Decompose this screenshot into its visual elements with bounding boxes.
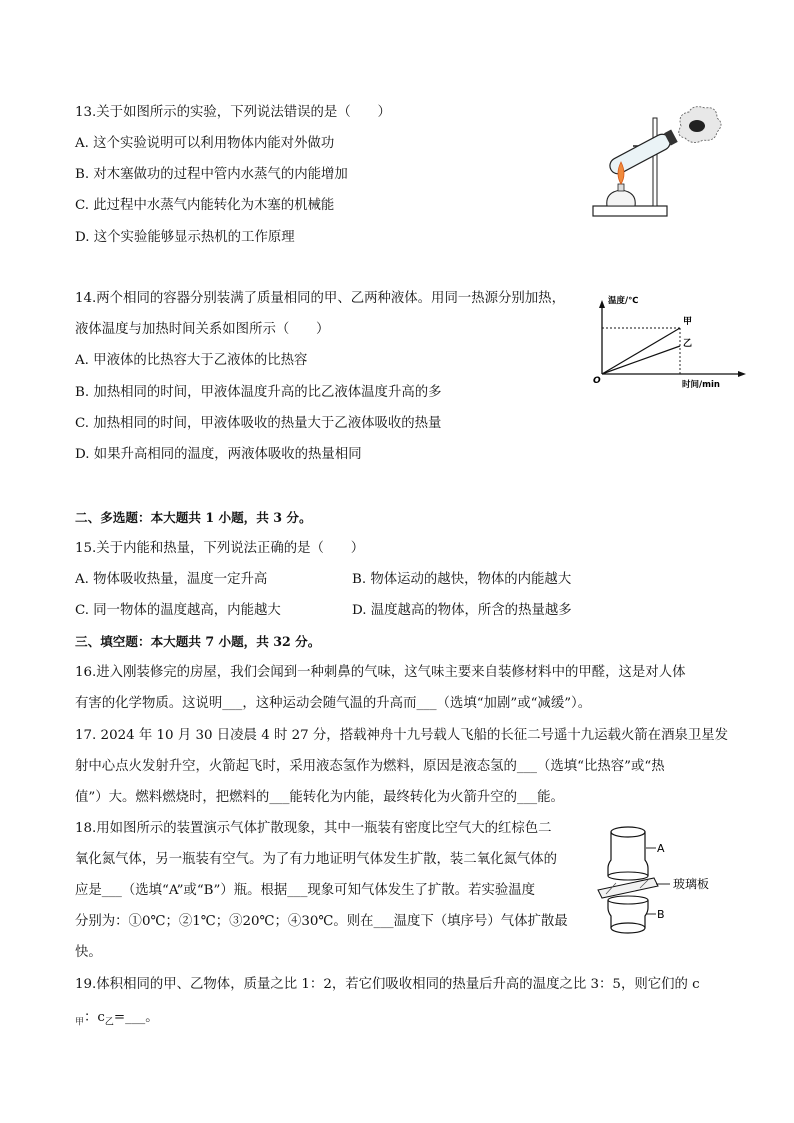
glass-plate-label: 玻璃板 bbox=[673, 877, 710, 891]
jar-a-label: A bbox=[657, 842, 665, 855]
section-3-heading: 三、填空题：本大题共 7 小题，共 32 分。 bbox=[75, 634, 321, 649]
q16-line2: 有害的化学物质。这说明___，这种运动会随气温的升高而___（选填“加剧”或“减缓”）。 bbox=[75, 696, 592, 711]
q17-line2: 射中心点火发射升空，火箭起飞时，采用液态氢作为燃料，原因是液态氢的___（选填“比热容”或“热 bbox=[75, 759, 665, 774]
q19-line2 bbox=[75, 1009, 159, 1032]
q19-line1: 19.体积相同的甲、乙物体，质量之比 1：2，若它们吸收相同的热量后升高的温度之比 3：5，则它们的 c bbox=[75, 977, 700, 992]
q13-stem: 13.关于如图所示的实验，下列说法错误的是（ ） bbox=[75, 105, 391, 120]
q18-line2: 氧化氮气体，另一瓶装有空气。为了有力地证明气体发生扩散，装二氧化氮气体的 bbox=[75, 852, 558, 867]
series-yi-line bbox=[602, 346, 680, 374]
gas-diffusion-apparatus-figure bbox=[594, 820, 729, 938]
q19-sub-yi: 乙 bbox=[104, 1017, 114, 1028]
q14-stem-line2: 液体温度与加热时间关系如图所示（ ） bbox=[75, 322, 330, 337]
temperature-time-graph bbox=[590, 290, 755, 390]
q15-option-a: A. 物体吸收热量，温度一定升高 bbox=[75, 572, 268, 587]
q14-option-c: C. 加热相同的时间，甲液体吸收的热量大于乙液体吸收的热量 bbox=[75, 416, 442, 431]
graph-origin-label: O bbox=[593, 376, 601, 386]
q13-option-b: B. 对木塞做功的过程中管内水蒸气的内能增加 bbox=[75, 167, 348, 182]
q16-line1: 16.进入刚装修完的房屋，我们会闻到一种刺鼻的气味，这气味主要来自装修材料中的甲醛，这是对人体 bbox=[75, 665, 686, 680]
q15-option-b: B. 物体运动的越快，物体的内能越大 bbox=[352, 572, 572, 587]
series-yi-label: 乙 bbox=[683, 339, 693, 349]
q17-line3: 值”）大。燃料燃烧时，把燃料的___能转化为内能，最终转化为火箭升空的___能。 bbox=[75, 790, 564, 805]
section-2-heading: 二、多选题：本大题共 1 小题，共 3 分。 bbox=[75, 510, 312, 525]
q14-option-b: B. 加热相同的时间，甲液体温度升高的比乙液体温度升高的多 bbox=[75, 385, 442, 400]
steam-cork-apparatus-figure bbox=[585, 102, 725, 230]
graph-y-axis-label: 温度/℃ bbox=[608, 296, 639, 306]
series-jia-line bbox=[602, 328, 680, 374]
graph-x-axis-label: 时间/min bbox=[682, 380, 720, 390]
q19-line2-end: =___。 bbox=[113, 1010, 159, 1025]
q19-sub-jia: 甲 bbox=[75, 1017, 85, 1028]
q14-option-d: D. 如果升高相同的温度，两液体吸收的热量相同 bbox=[75, 447, 362, 462]
q14-stem-line1: 14.两个相同的容器分别装满了质量相同的甲、乙两种液体。用同一热源分别加热， bbox=[75, 291, 565, 306]
q18-line5: 快。 bbox=[75, 945, 102, 960]
q15-option-d: D. 温度越高的物体，所含的热量越多 bbox=[352, 603, 572, 618]
series-jia-label: 甲 bbox=[683, 317, 693, 327]
jar-b-label: B bbox=[657, 908, 665, 921]
q14-option-a: A. 甲液体的比热容大于乙液体的比热容 bbox=[75, 353, 308, 368]
q18-line3: 应是___（选填“A”或“B”）瓶。根据___现象可知气体发生了扩散。若实验温度 bbox=[75, 883, 536, 898]
q13-option-a: A. 这个实验说明可以利用物体内能对外做功 bbox=[75, 136, 335, 151]
q13-option-c: C. 此过程中水蒸气内能转化为木塞的机械能 bbox=[75, 198, 335, 213]
q15-stem: 15.关于内能和热量，下列说法正确的是（ ） bbox=[75, 541, 365, 556]
q15-option-c: C. 同一物体的温度越高，内能越大 bbox=[75, 603, 281, 618]
q19-line2-mid: ：c bbox=[84, 1010, 105, 1025]
q18-line4: 分别为：①0℃；②1℃；③20℃；④30℃。则在___温度下（填序号）气体扩散最 bbox=[75, 914, 568, 929]
q17-line1: 17. 2024 年 10 月 30 日凌晨 4 时 27 分，搭载神舟十九号载人飞船的长征二号遥十九运载火箭在酒泉卫星发 bbox=[75, 728, 729, 743]
q18-line1: 18.用如图所示的装置演示气体扩散现象，其中一瓶装有密度比空气大的红棕色二 bbox=[75, 821, 552, 836]
q13-option-d: D. 这个实验能够显示热机的工作原理 bbox=[75, 230, 295, 245]
